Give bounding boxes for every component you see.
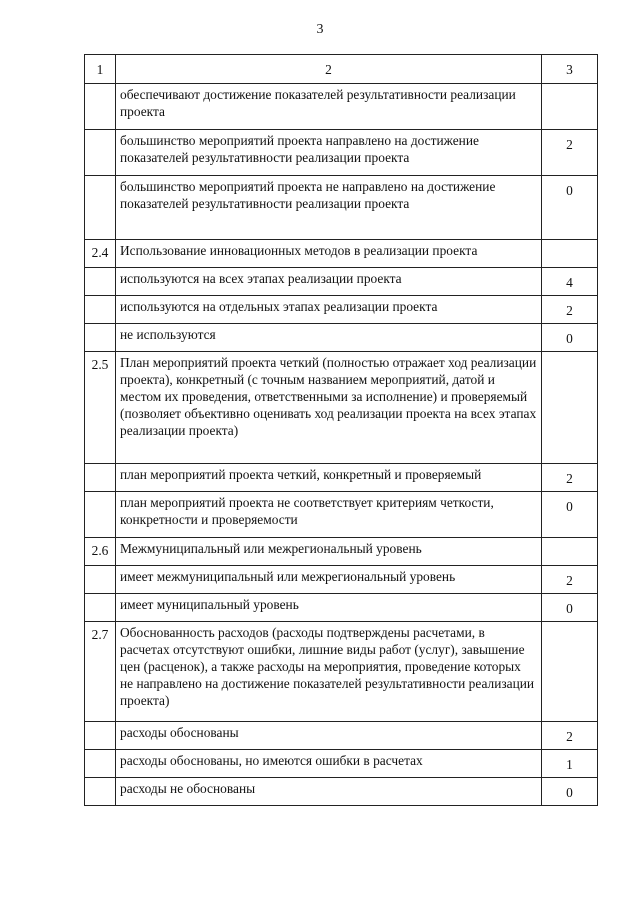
row-text: Обоснованность расходов (расходы подтверждены расчетами, в расчетах отсутствуют ошибки, лишние виды работ (услуг), завышение цен (расценок), а также расходы на мероприятия, проведение которых не направлено на достижение показателей результативности реализации проекта): [116, 622, 542, 722]
table-row: [85, 464, 598, 492]
table-row: [85, 84, 598, 130]
row-text: имеет межмуниципальный или межрегиональный уровень: [116, 566, 542, 594]
row-score: 2: [542, 296, 598, 324]
table-row: [85, 538, 598, 566]
row-score: 2: [542, 130, 598, 176]
row-score: [542, 240, 598, 268]
row-score: [542, 84, 598, 130]
table-row: [85, 622, 598, 722]
row-score: 4: [542, 268, 598, 296]
row-number: 2.7: [85, 622, 116, 722]
table-row: [85, 352, 598, 464]
criteria-table: [84, 54, 598, 806]
row-score: 0: [542, 492, 598, 538]
row-score: 0: [542, 594, 598, 622]
table-row: [85, 750, 598, 778]
row-number: [85, 130, 116, 176]
table-row: [85, 566, 598, 594]
row-number: [85, 594, 116, 622]
row-text: используются на всех этапах реализации проекта: [116, 268, 542, 296]
table-row: [85, 240, 598, 268]
row-score: 2: [542, 464, 598, 492]
row-text: расходы обоснованы, но имеются ошибки в расчетах: [116, 750, 542, 778]
row-score: [542, 622, 598, 722]
table-row: [85, 296, 598, 324]
row-number: [85, 176, 116, 240]
table-row: [85, 778, 598, 806]
row-text: имеет муниципальный уровень: [116, 594, 542, 622]
row-text: Использование инновационных методов в реализации проекта: [116, 240, 542, 268]
row-text: не используются: [116, 324, 542, 352]
table-row: [85, 594, 598, 622]
row-score: 1: [542, 750, 598, 778]
row-text: большинство мероприятий проекта не направлено на достижение показателей результативности реализации проекта: [116, 176, 542, 240]
row-text: Межмуниципальный или межрегиональный уровень: [116, 538, 542, 566]
row-number: [85, 778, 116, 806]
row-score: 2: [542, 566, 598, 594]
row-text: расходы обоснованы: [116, 722, 542, 750]
row-text: обеспечивают достижение показателей результативности реализации проекта: [116, 84, 542, 130]
row-number: 2.6: [85, 538, 116, 566]
header-col-3: 3: [542, 55, 598, 84]
row-score: [542, 352, 598, 464]
row-number: [85, 722, 116, 750]
page-number: 3: [316, 22, 324, 37]
table-header-row: [85, 55, 598, 84]
row-score: 0: [542, 778, 598, 806]
row-text: большинство мероприятий проекта направлено на достижение показателей результативности реализации проекта: [116, 130, 542, 176]
table-row: [85, 324, 598, 352]
row-number: 2.4: [85, 240, 116, 268]
row-score: 2: [542, 722, 598, 750]
row-number: [85, 750, 116, 778]
row-score: 0: [542, 176, 598, 240]
row-number: [85, 268, 116, 296]
row-number: [85, 464, 116, 492]
row-text: план мероприятий проекта четкий, конкретный и проверяемый: [116, 464, 542, 492]
row-number: [85, 296, 116, 324]
row-text: План мероприятий проекта четкий (полностью отражает ход реализации проекта), конкретный (с точным названием мероприятий, датой и местом их проведения, ответственными за исполнение) и проверяемый (позволяет объективно оценивать ход реализации проекта на всех этапах реализации проекта): [116, 352, 542, 464]
row-number: [85, 566, 116, 594]
row-number: [85, 492, 116, 538]
table-row: [85, 130, 598, 176]
row-score: 0: [542, 324, 598, 352]
row-number: [85, 84, 116, 130]
row-number: [85, 324, 116, 352]
row-text: используются на отдельных этапах реализации проекта: [116, 296, 542, 324]
row-score: [542, 538, 598, 566]
table-row: [85, 268, 598, 296]
header-col-2: 2: [116, 55, 542, 84]
row-number: 2.5: [85, 352, 116, 464]
row-text: расходы не обоснованы: [116, 778, 542, 806]
table-row: [85, 176, 598, 240]
row-text: план мероприятий проекта не соответствует критериям четкости, конкретности и проверяемости: [116, 492, 542, 538]
table-row: [85, 492, 598, 538]
table-row: [85, 722, 598, 750]
header-col-1: 1: [85, 55, 116, 84]
